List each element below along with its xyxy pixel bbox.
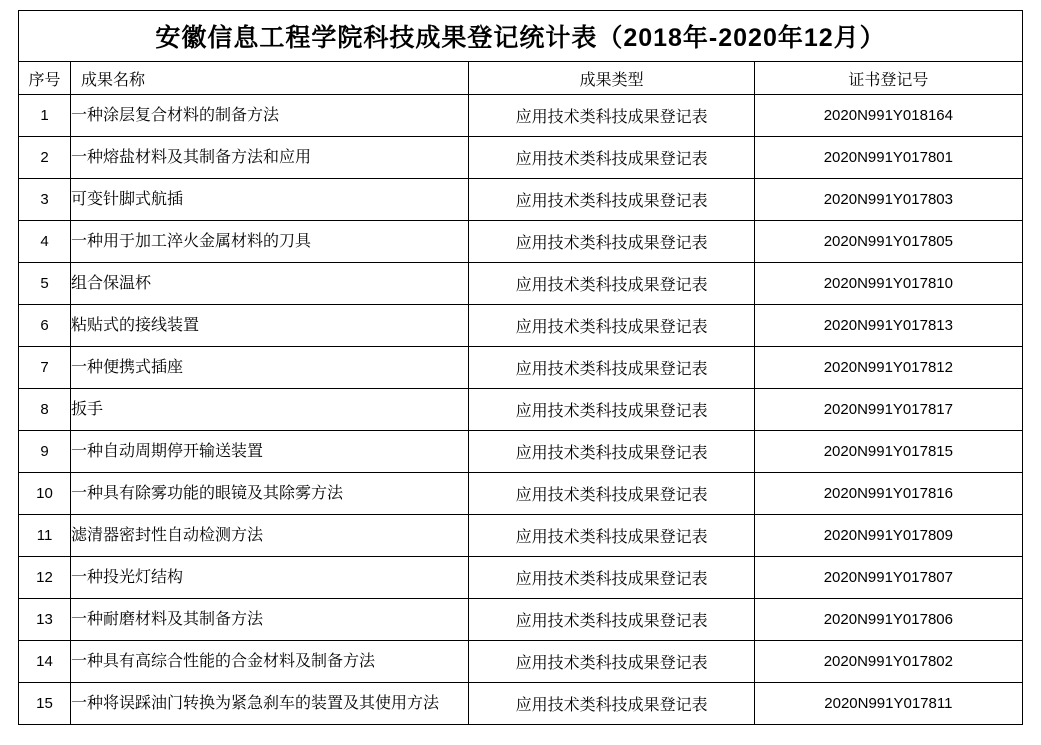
row-no: 2 [19, 137, 71, 179]
row-cert: 2020N991Y017806 [754, 599, 1022, 641]
row-no: 14 [19, 641, 71, 683]
row-name: 一种熔盐材料及其制备方法和应用 [71, 137, 469, 179]
table-row [19, 557, 1023, 599]
row-cert: 2020N991Y017810 [754, 263, 1022, 305]
table-row [19, 431, 1023, 473]
table-row [19, 305, 1023, 347]
row-no: 7 [19, 347, 71, 389]
row-no: 3 [19, 179, 71, 221]
row-no: 9 [19, 431, 71, 473]
row-name: 粘贴式的接线装置 [71, 305, 469, 347]
row-type: 应用技术类科技成果登记表 [469, 515, 754, 557]
row-name: 可变针脚式航插 [71, 179, 469, 221]
column-header-no: 序号 [19, 62, 71, 95]
table-row [19, 263, 1023, 305]
row-cert: 2020N991Y017811 [754, 683, 1022, 725]
table-row [19, 599, 1023, 641]
row-name: 组合保温杯 [71, 263, 469, 305]
row-cert: 2020N991Y017815 [754, 431, 1022, 473]
row-name: 一种耐磨材料及其制备方法 [71, 599, 469, 641]
table-row [19, 95, 1023, 137]
row-type: 应用技术类科技成果登记表 [469, 683, 754, 725]
document-title: 安徽信息工程学院科技成果登记统计表（2018年-2020年12月） [19, 11, 1023, 62]
row-cert: 2020N991Y017817 [754, 389, 1022, 431]
row-no: 4 [19, 221, 71, 263]
row-type: 应用技术类科技成果登记表 [469, 95, 754, 137]
table-header-row [19, 62, 1023, 95]
row-type: 应用技术类科技成果登记表 [469, 641, 754, 683]
row-name: 一种涂层复合材料的制备方法 [71, 95, 469, 137]
row-cert: 2020N991Y017803 [754, 179, 1022, 221]
row-type: 应用技术类科技成果登记表 [469, 137, 754, 179]
row-no: 10 [19, 473, 71, 515]
row-name: 扳手 [71, 389, 469, 431]
row-name: 一种用于加工淬火金属材料的刀具 [71, 221, 469, 263]
row-cert: 2020N991Y018164 [754, 95, 1022, 137]
row-no: 6 [19, 305, 71, 347]
row-cert: 2020N991Y017801 [754, 137, 1022, 179]
row-type: 应用技术类科技成果登记表 [469, 305, 754, 347]
table-row [19, 473, 1023, 515]
row-cert: 2020N991Y017809 [754, 515, 1022, 557]
row-name: 一种具有高综合性能的合金材料及制备方法 [71, 641, 469, 683]
row-cert: 2020N991Y017805 [754, 221, 1022, 263]
row-cert: 2020N991Y017807 [754, 557, 1022, 599]
table-row [19, 515, 1023, 557]
row-type: 应用技术类科技成果登记表 [469, 389, 754, 431]
column-header-name: 成果名称 [71, 62, 469, 95]
row-no: 13 [19, 599, 71, 641]
achievements-table [18, 10, 1023, 725]
row-type: 应用技术类科技成果登记表 [469, 263, 754, 305]
row-no: 15 [19, 683, 71, 725]
row-no: 12 [19, 557, 71, 599]
table-row [19, 221, 1023, 263]
row-no: 1 [19, 95, 71, 137]
column-header-cert: 证书登记号 [754, 62, 1022, 95]
row-type: 应用技术类科技成果登记表 [469, 599, 754, 641]
row-cert: 2020N991Y017802 [754, 641, 1022, 683]
row-name: 一种投光灯结构 [71, 557, 469, 599]
table-row [19, 683, 1023, 725]
table-row [19, 347, 1023, 389]
row-name: 一种将误踩油门转换为紧急刹车的装置及其使用方法 [71, 683, 469, 725]
table-row [19, 179, 1023, 221]
row-type: 应用技术类科技成果登记表 [469, 557, 754, 599]
row-cert: 2020N991Y017816 [754, 473, 1022, 515]
row-name: 一种便携式插座 [71, 347, 469, 389]
table-row [19, 641, 1023, 683]
row-no: 8 [19, 389, 71, 431]
row-type: 应用技术类科技成果登记表 [469, 221, 754, 263]
row-name: 一种自动周期停开输送装置 [71, 431, 469, 473]
row-no: 11 [19, 515, 71, 557]
table-body [19, 11, 1023, 725]
row-name: 滤清器密封性自动检测方法 [71, 515, 469, 557]
row-cert: 2020N991Y017812 [754, 347, 1022, 389]
table-row [19, 389, 1023, 431]
row-cert: 2020N991Y017813 [754, 305, 1022, 347]
row-type: 应用技术类科技成果登记表 [469, 179, 754, 221]
table-row [19, 137, 1023, 179]
row-type: 应用技术类科技成果登记表 [469, 347, 754, 389]
row-type: 应用技术类科技成果登记表 [469, 431, 754, 473]
row-no: 5 [19, 263, 71, 305]
row-type: 应用技术类科技成果登记表 [469, 473, 754, 515]
row-name: 一种具有除雾功能的眼镜及其除雾方法 [71, 473, 469, 515]
column-header-type: 成果类型 [469, 62, 754, 95]
table-title-row [19, 11, 1023, 62]
